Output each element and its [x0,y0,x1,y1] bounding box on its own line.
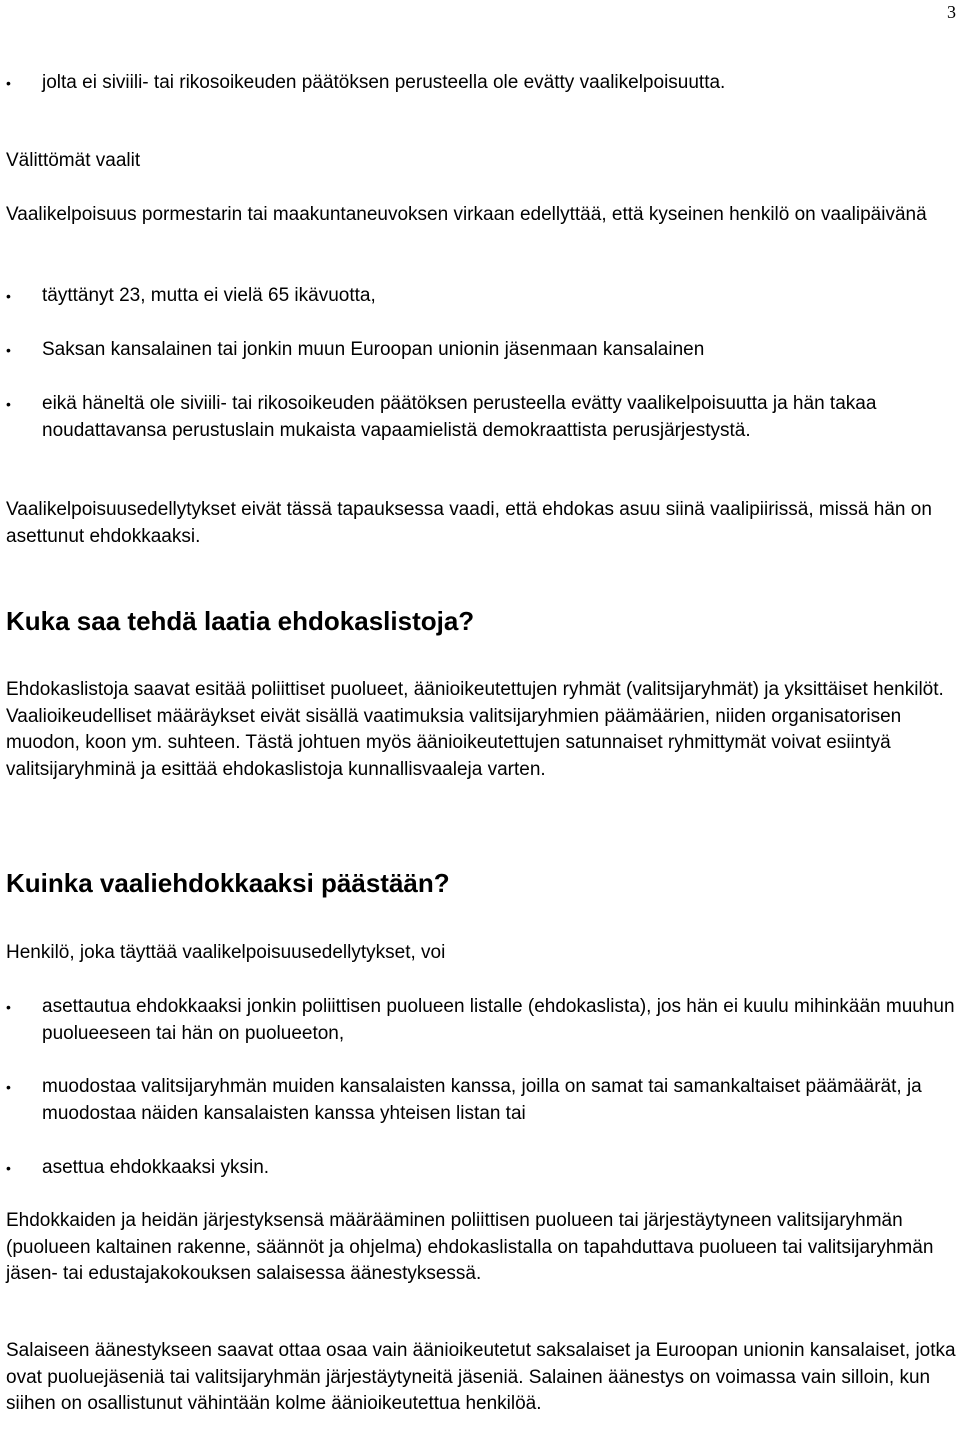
bullet-icon: • [6,396,11,412]
bullet-icon: • [6,1160,11,1176]
list-item-text: Saksan kansalainen tai jonkin muun Euroopan unionin jäsenmaan kansalainen [42,339,705,360]
page-number: 3 [947,2,956,22]
secret-ballot-paragraph: Salaiseen äänestykseen saavat ottaa osaa vain äänioikeutetut saksalaiset ja Euroopan unionin kansalaiset, jotka ovat puoluejäseniä tai valitsijaryhmän järjestäytyneitä jäseniä. Salainen äänestys on voimassa vain silloin, kun siihen on osallistunut vähintään kolme äänioikeutettua henkilöä. [6,1340,956,1414]
list-item-text: asettua ehdokkaaksi yksin. [42,1157,270,1178]
list-item-text: jolta ei siviili- tai rikosoikeuden päätöksen perusteella ole evätty vaalikelpoisuutta. [42,72,726,93]
bullet-icon: • [6,1079,11,1095]
section-title-direct-elections: Välittömät vaalit [6,150,141,171]
list-item [6,994,960,1047]
heading-becoming-candidate: Kuinka vaaliehdokkaaksi päästään? [6,868,450,898]
list-item-text: eikä häneltä ole siviili- tai rikosoikeuden päätöksen perusteella evätty vaalikelpoisuutta ja hän takaa noudattavansa perustuslain mukaista vapaamielistä demokraattista perusjärjestystä. [42,393,877,441]
bullet-icon: • [6,288,11,304]
list-item [6,70,960,97]
candidate-intro-paragraph: Henkilö, joka täyttää vaalikelpoisuusedellytykset, voi [6,942,446,963]
heading-candidate-lists: Kuka saa tehdä laatia ehdokaslistoja? [6,606,475,636]
candidate-ordering-paragraph: Ehdokkaiden ja heidän järjestyksensä määrääminen poliittisen puolueen tai järjestäytyneen valitsijaryhmän (puolueen kaltainen rakenne, säännöt ja ohjelma) ehdokaslistalla on tapahduttava puolueen tai valitsijaryhmän jäsen- tai edustajakokouksen salaisessa äänestyksessä. [6,1210,934,1284]
list-item [6,1074,960,1127]
list-item-text: asettautua ehdokkaaksi jonkin poliittisen puolueen listalle (ehdokaslista), jos hän ei kuulu mihinkään muuhun puolueeseen tai hän on puolueeton, [42,996,955,1044]
bullet-icon: • [6,342,11,358]
list-item [6,391,960,444]
candidate-lists-paragraph: Ehdokaslistoja saavat esitää poliittiset puolueet, äänioikeutettujen ryhmät (valitsijaryhmät) ja yksittäiset henkilöt. Vaalioikeudelliset määräykset eivät sisällä vaatimuksia valitsijaryhmien päämäärien, niiden organisatorisen muodon, koon ym. suhteen. Tästä johtuen myös äänioikeutettujen satunnaiset ryhmittymät voivat esiintyä valitsijaryhminä ja esittää ehdokaslistoja kunnallisvaaleja varten. [6,679,944,780]
list-item [6,283,960,310]
bullet-icon: • [6,75,11,91]
list-item [6,337,960,364]
list-item [6,1155,960,1182]
list-item-text: täyttänyt 23, mutta ei vielä 65 ikävuotta, [42,285,376,306]
eligibility-intro-paragraph: Vaalikelpoisuus pormestarin tai maakuntaneuvoksen virkaan edellyttää, että kyseinen henkilö on vaalipäivänä [6,204,927,225]
eligibility-note-paragraph: Vaalikelpoisuusedellytykset eivät tässä tapauksessa vaadi, että ehdokas asuu siinä vaalipiirissä, missä hän on asettunut ehdokkaaksi. [6,499,932,547]
bullet-icon: • [6,999,11,1015]
list-item-text: muodostaa valitsijaryhmän muiden kansalaisten kanssa, joilla on samat tai samankaltaiset päämäärät, ja muodostaa näiden kansalaisten kanssa yhteisen listan tai [42,1076,922,1124]
